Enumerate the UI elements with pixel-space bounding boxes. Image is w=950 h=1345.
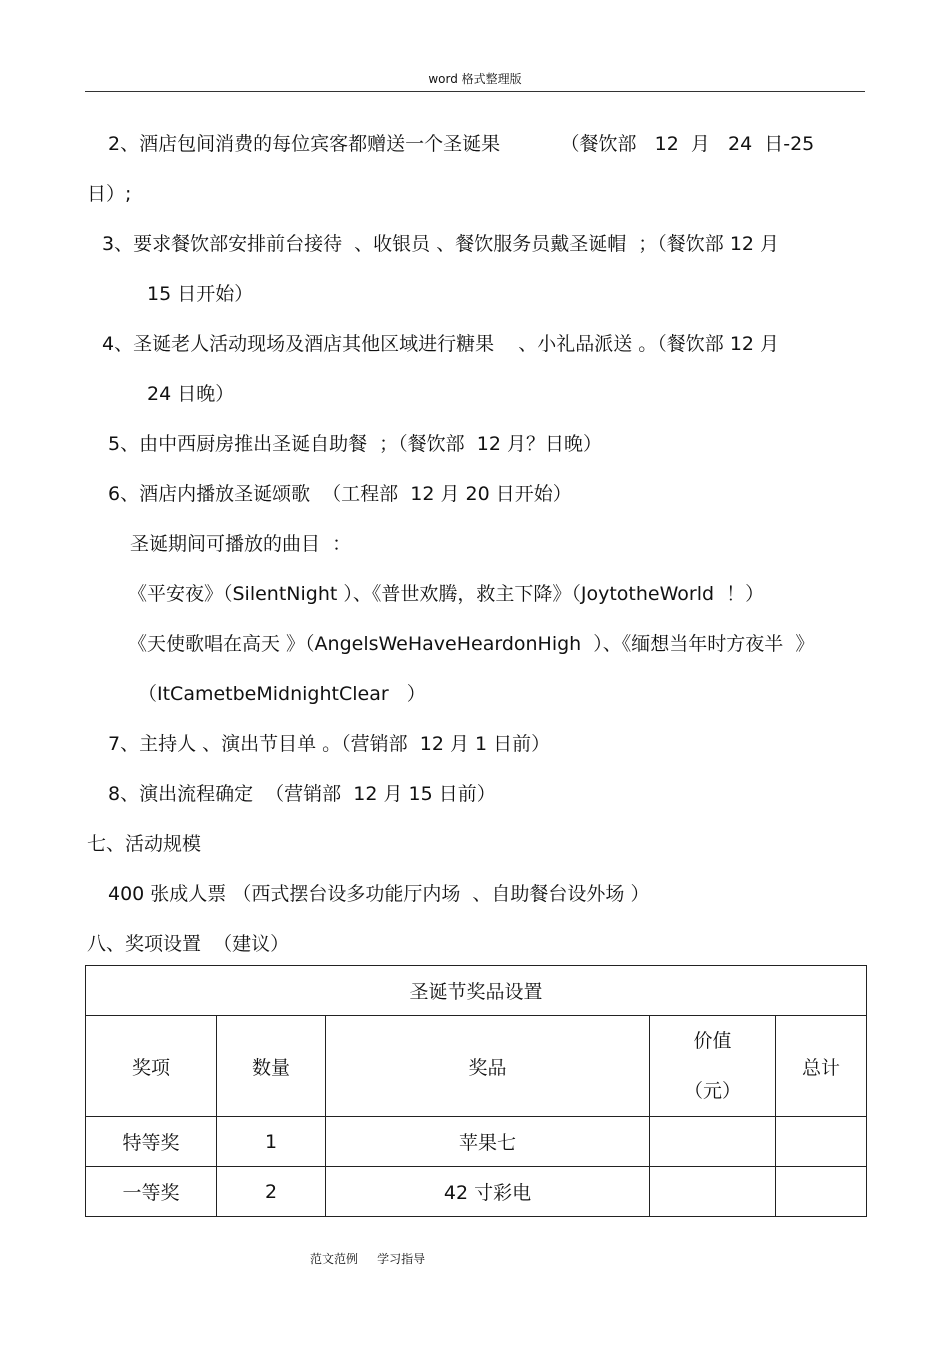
scale-text: 400 张成人票 （西式摆台设多功能厅内场 、自助餐台设外场 ） <box>108 883 650 905</box>
cell-award: 一等奖 <box>86 1167 217 1217</box>
page-header: word 格式整理版 <box>428 72 522 86</box>
item-4-line-1: 4、圣诞老人活动现场及酒店其他区域进行糖果 、小礼品派送 。（餐饮部 12 月 <box>102 333 780 355</box>
section-8-heading: 八、奖项设置 （建议） <box>87 933 290 955</box>
item-5: 5、由中西厨房推出圣诞自助餐 ；（餐饮部 12 月？日晚） <box>108 433 602 455</box>
cell-value <box>650 1167 776 1217</box>
cell-award: 特等奖 <box>86 1117 217 1167</box>
item-4-line-2: 24 日晚） <box>147 383 235 405</box>
cell-quantity: 1 <box>217 1117 326 1167</box>
item-2-line-2: 日）; <box>87 183 132 205</box>
table-header-row <box>86 1016 867 1117</box>
table-row <box>86 1167 867 1217</box>
table-title-row <box>86 966 867 1016</box>
header-value <box>650 1016 776 1117</box>
cell-quantity: 2 <box>217 1167 326 1217</box>
item-6: 6、酒店内播放圣诞颂歌 （工程部 12 月 20 日开始） <box>108 483 572 505</box>
cell-value <box>650 1117 776 1167</box>
cell-total <box>776 1117 867 1167</box>
page-footer: 范文范例 学习指导 <box>310 1252 426 1266</box>
item-2-line-1: 2、酒店包间消费的每位宾客都赠送一个圣诞果 （餐饮部 12 月 24 日-25 <box>108 133 815 155</box>
item-7: 7、主持人 、演出节目单 。（营销部 12 月 1 日前） <box>108 733 551 755</box>
item-8: 8、演出流程确定 （营销部 12 月 15 日前） <box>108 783 496 805</box>
item-3-line-1: 3、要求餐饮部安排前台接待 、收银员 、餐饮服务员戴圣诞帽 ；（餐饮部 12 月 <box>102 233 780 255</box>
cell-prize: 苹果七 <box>326 1117 650 1167</box>
table-title: 圣诞节奖品设置 <box>86 966 867 1016</box>
prize-table <box>85 965 867 1217</box>
header-quantity: 数量 <box>217 1016 326 1117</box>
header-prize: 奖品 <box>326 1016 650 1117</box>
song-line-2: 《天使歌唱在高天 》（AngelsWeHaveHeardonHigh ）、《缅想当年时方夜半 》 <box>128 633 815 655</box>
section-7-heading: 七、活动规模 <box>87 833 202 855</box>
song-line-1: 《平安夜》（SilentNight ）、《普世欢腾，救主下降》（JoytotheWorld ！） <box>128 583 765 605</box>
cell-total <box>776 1167 867 1217</box>
table-row <box>86 1117 867 1167</box>
item-3-line-2: 15 日开始） <box>147 283 254 305</box>
header-value-unit: （元） <box>683 1080 741 1102</box>
song-line-3: （ItCametbeMidnightClear ） <box>138 683 426 705</box>
song-list-intro: 圣诞期间可播放的曲目 ： <box>130 533 352 555</box>
header-total: 总计 <box>776 1016 867 1117</box>
header-value-label: 价值 <box>693 1030 732 1052</box>
header-award: 奖项 <box>86 1016 217 1117</box>
cell-prize: 42 寸彩电 <box>326 1167 650 1217</box>
header-rule <box>85 91 865 92</box>
